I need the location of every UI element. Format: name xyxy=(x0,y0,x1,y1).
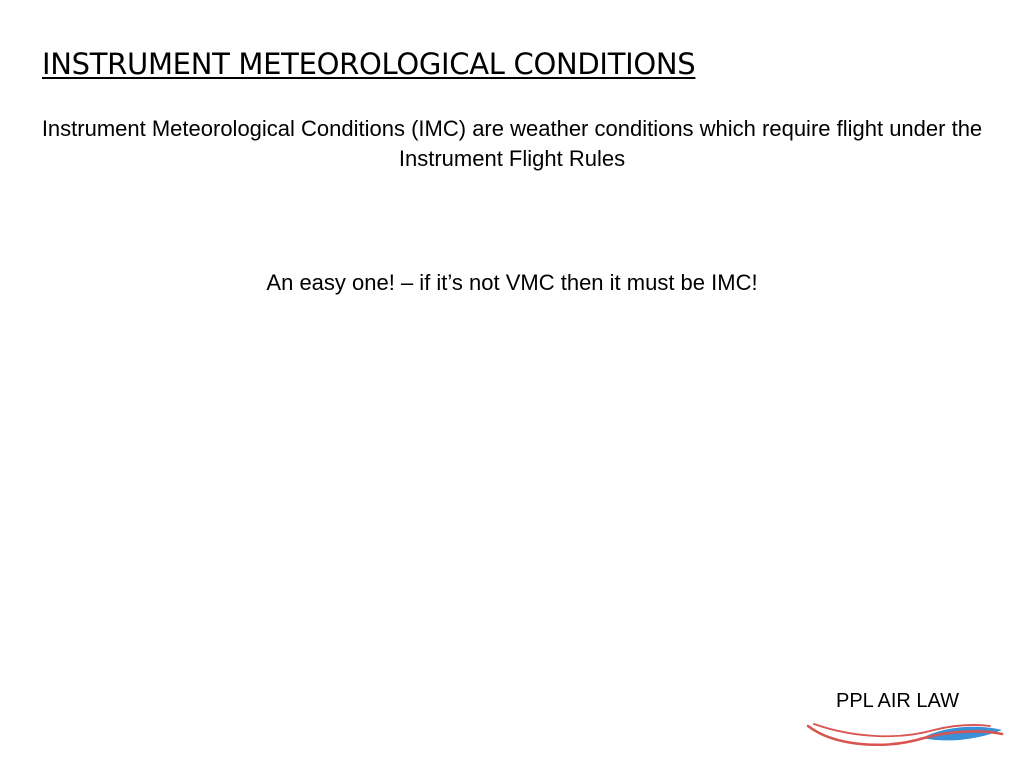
logo-blue-swoosh xyxy=(922,727,1002,741)
swoosh-logo-icon xyxy=(804,716,1004,750)
definition-paragraph: Instrument Meteorological Conditions (IMC) are weather conditions which require flight under the Instrument Flight Rules xyxy=(41,116,983,171)
slide-title: INSTRUMENT METEOROLOGICAL CONDITIONS xyxy=(42,47,696,81)
note-paragraph: An easy one! – if it’s not VMC then it must be IMC! xyxy=(266,270,758,295)
footer-course-label: PPL AIR LAW xyxy=(836,690,960,712)
